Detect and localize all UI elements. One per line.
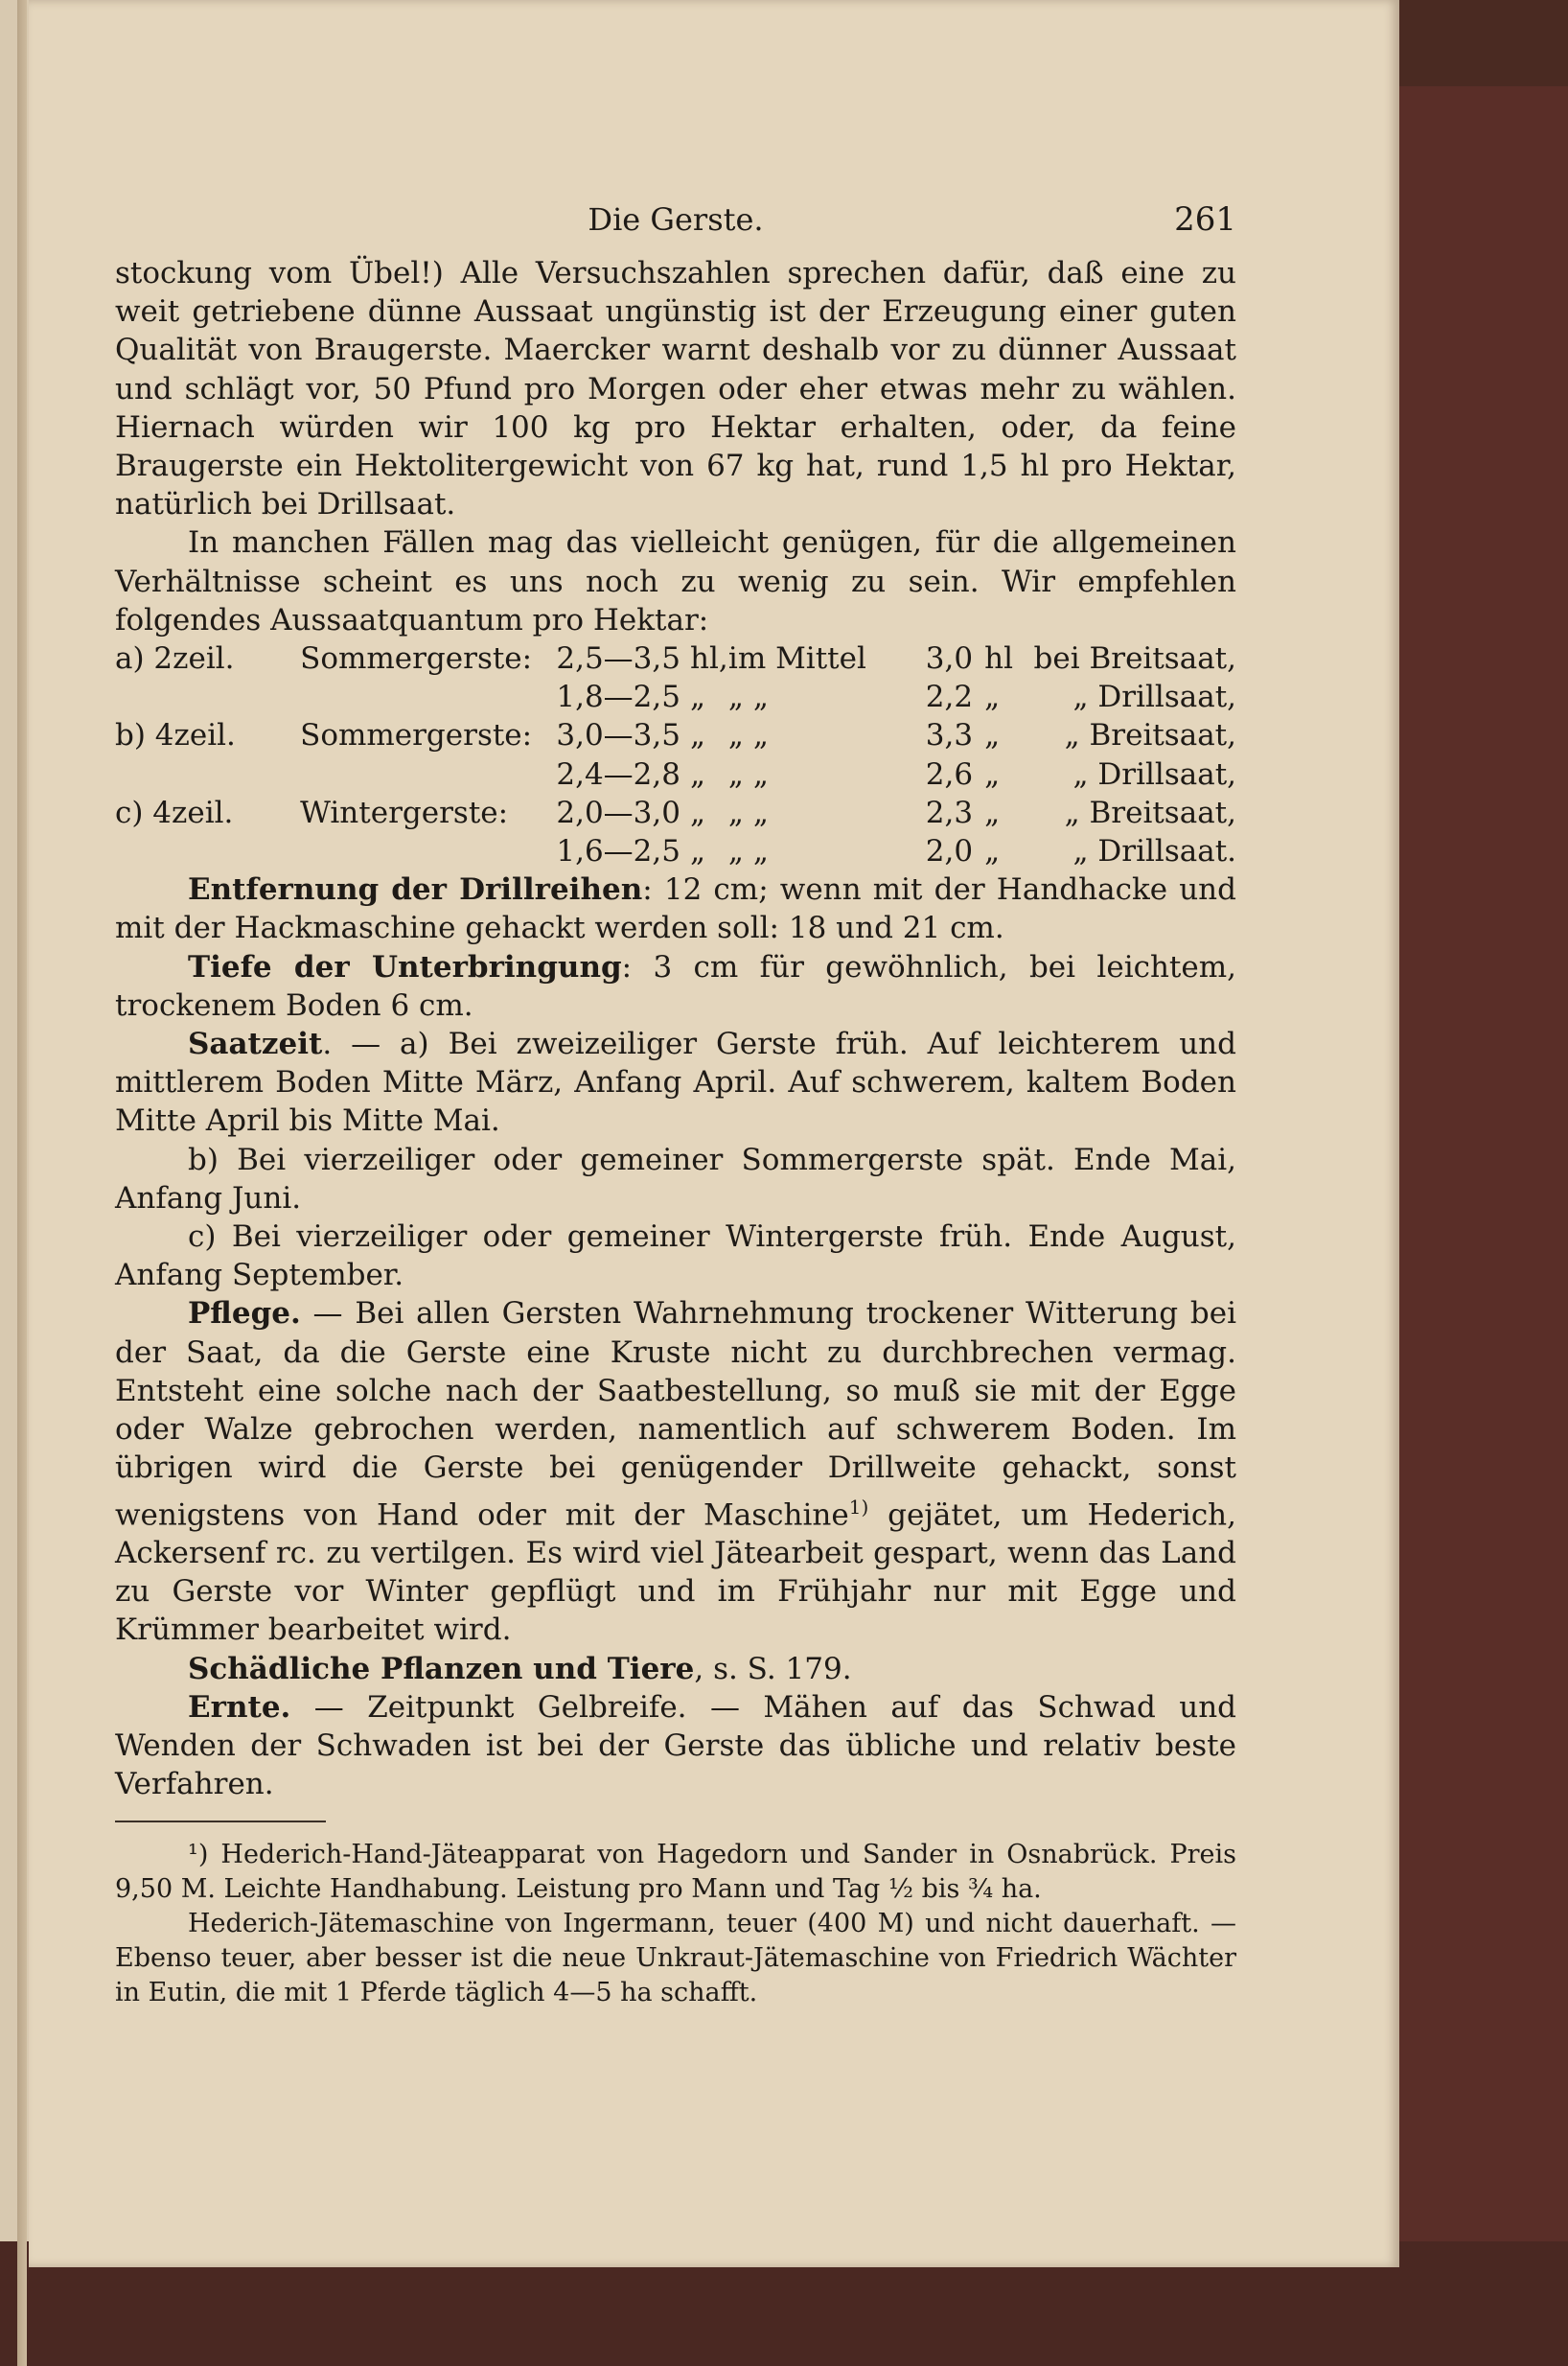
seed-cell-value: 2,2 [925, 680, 974, 715]
seed-cell-kind: „ Drillsaat, [1072, 680, 1236, 715]
seed-quantity-table [115, 639, 1236, 870]
footnote-2: Hederich-Jätemaschine von Ingermann, teuer (400 M) und nicht dauerhaft. — Ebenso teuer, aber besser ist die neue Unkraut-Jätemaschine von Friedrich Wächter in Eutin, die mit 1 Pferde täglich 4—5 ha schafft. [115, 1909, 1236, 2008]
seed-cell-range: 2,0—3,0 [556, 795, 680, 830]
seed-cell-crop [300, 832, 532, 870]
seed-cell-kind: „ Breitsaat, [1064, 795, 1236, 830]
harvest-text: — Zeitpunkt Gelbreife. — Mähen auf das Schwad und Wenden der Schwaden ist bei der Gerste das übliche und relativ beste Verfahren. [115, 1689, 1236, 1802]
seed-cell-unit2: hl [984, 641, 1013, 677]
seed-cell-range: 3,0—3,5 [556, 718, 680, 754]
running-title: Die Gerste. [588, 201, 764, 238]
seed-cell-label: a) 2zeil. [115, 641, 235, 677]
seed-cell-value: 3,3 [925, 718, 974, 754]
seed-cell-unit: „ [689, 795, 706, 830]
book-cover-edge [1380, 86, 1568, 2267]
seed-cell-crop: Sommergerste: [300, 718, 533, 754]
seed-cell-label: b) 4zeil. [115, 718, 236, 754]
drill-text: : 12 cm; wenn mit der Handhacke und mit der Hackmaschine gehackt werden soll: 18 und 21 cm. [115, 872, 1236, 946]
care-heading: Pflege. [188, 1296, 301, 1332]
sowing-heading: Saatzeit [188, 1027, 323, 1062]
seed-cell-kind: „ Drillsaat, [1072, 756, 1236, 792]
depth-text: : 3 cm für gewöhnlich, bei leichtem, trockenem Boden 6 cm. [115, 949, 1236, 1023]
seed-cell-value: 2,3 [925, 795, 974, 830]
seed-table-row [115, 716, 1236, 754]
seed-cell-unit2: „ [984, 680, 1001, 715]
seed-cell-mid: „ „ [727, 718, 769, 754]
care-text-2: gejätet, um Hederich, Ackersenf rc. zu vertilgen. Es wird viel Jätearbeit gespart, wenn das Land zu Gerste vor Winter gepflügt und im Frühjahr nur mit Egge und Krümmer bearbeitet wird. [115, 1496, 1236, 1648]
seed-cell-mid: „ „ [727, 680, 769, 715]
seed-table-row [115, 794, 1236, 832]
page-number: 261 [1174, 200, 1236, 239]
seed-cell-unit: „ [689, 756, 706, 792]
seed-cell-unit2: „ [984, 718, 1001, 754]
seed-cell-unit: hl, [689, 641, 728, 677]
seed-cell-crop: Wintergerste: [300, 795, 509, 830]
seed-cell-kind: „ Drillsaat. [1072, 834, 1236, 870]
seed-cell-mid: „ „ [727, 834, 769, 870]
paragraph-pests [115, 1650, 1236, 1688]
book-spine [17, 0, 27, 2366]
paragraph-sowing-time-b: b) Bei vierzeiliger oder gemeiner Sommergerste spät. Ende Mai, Anfang Juni. [115, 1142, 1236, 1216]
paragraph-seeding-density: stockung vom Übel!) Alle Versuchszahlen sprechen dafür, daß eine zu weit getriebene dünne Aussaat ungünstig ist der Erzeugung einer guten Qualität von Braugerste. Maercker warnt deshalb vor zu dünner Aussaat und schlägt vor, 50 Pfund pro Morgen oder eher etwas mehr zu wählen. Hiernach würden wir 100 kg pro Hektar erhalten, oder, da feine Braugerste ein Hektolitergewicht von 67 kg hat, rund 1,5 hl pro Hektar, natürlich bei Drillsaat. [115, 256, 1236, 522]
seed-cell-label [115, 832, 300, 870]
seed-table-row [115, 832, 1236, 870]
seed-cell-unit2: „ [984, 795, 1001, 830]
seed-cell-crop: Sommergerste: [300, 641, 533, 677]
seed-cell-range: 2,5—3,5 [556, 641, 680, 677]
page-content [115, 197, 1236, 2010]
seed-cell-crop [300, 755, 532, 794]
seed-cell-mid: „ „ [727, 795, 769, 830]
pests-text: , s. S. 179. [694, 1651, 852, 1686]
seed-cell-value: 2,6 [925, 756, 974, 792]
seed-cell-kind: bei Breitsaat, [1033, 641, 1236, 677]
seed-cell-value: 3,0 [925, 641, 974, 677]
depth-heading: Tiefe der Unterbringung [188, 949, 622, 985]
drill-heading: Entfernung der Drillreihen [188, 872, 643, 908]
seed-cell-unit: „ [689, 718, 706, 754]
seed-cell-range: 2,4—2,8 [556, 756, 680, 792]
paragraph-care [115, 1294, 1236, 1649]
seed-cell-unit: „ [689, 834, 706, 870]
seed-cell-crop [300, 678, 532, 716]
seed-cell-label [115, 755, 300, 794]
seed-cell-unit: „ [689, 680, 706, 715]
paragraph-sowing-depth [115, 948, 1236, 1025]
paragraph-sowing-time-c: c) Bei vierzeiliger oder gemeiner Wintergerste früh. Ende August, Anfang September. [115, 1219, 1236, 1293]
seed-cell-unit2: „ [984, 756, 1001, 792]
footnote-reference: 1) [848, 1495, 869, 1519]
paragraph-drill-distance [115, 870, 1236, 947]
seed-cell-label [115, 678, 300, 716]
sowing-a-text: . — a) Bei zweizeiliger Gerste früh. Auf leichterem und mittlerem Boden Mitte März, Anfang April. Auf schwerem, kaltem Boden Mitte April bis Mitte Mai. [115, 1027, 1236, 1139]
seed-cell-range: 1,8—2,5 [556, 680, 680, 715]
seed-cell-range: 1,6—2,5 [556, 834, 680, 870]
seed-table-row [115, 678, 1236, 716]
seed-cell-unit2: „ [984, 834, 1001, 870]
seed-cell-mid: „ „ [727, 756, 769, 792]
seed-table-row [115, 639, 1236, 678]
care-text-1: — Bei allen Gersten Wahrnehmung trockener Witterung bei der Saat, da die Gerste eine Kruste nicht zu durchbrechen vermag. Entsteht eine solche nach der Saatbestellung, so muß sie mit der Egge oder Walze gebrochen werden, namentlich auf schwerem Boden. Im übrigen wird die Gerste bei genügender Drillweite gehackt, sonst wenigstens von Hand oder mit der Maschine [115, 1296, 1236, 1532]
footnote-1: ¹) Hederich-Hand-Jäteapparat von Hagedorn und Sander in Osnabrück. Preis 9,50 M. Leichte Handhabung. Leistung pro Mann und Tag ½ bis ¾ ha. [115, 1840, 1236, 1905]
running-header [115, 197, 1236, 254]
paragraph-harvest [115, 1688, 1236, 1804]
harvest-heading: Ernte. [188, 1689, 291, 1725]
seed-table-row [115, 755, 1236, 794]
paragraph-recommendation: In manchen Fällen mag das vielleicht genügen, für die allgemeinen Verhältnisse scheint es uns noch zu wenig zu sein. Wir empfehlen folgendes Aussaatquantum pro Hektar: [115, 525, 1236, 638]
footnotes [115, 1838, 1236, 2010]
paragraph-sowing-time-a [115, 1025, 1236, 1141]
footnote-divider [115, 1821, 326, 1822]
pests-heading: Schädliche Pflanzen und Tiere [188, 1651, 695, 1686]
seed-cell-value: 2,0 [925, 834, 974, 870]
seed-cell-label: c) 4zeil. [115, 795, 234, 830]
seed-cell-mid: im Mittel [727, 641, 866, 677]
seed-cell-kind: „ Breitsaat, [1064, 718, 1236, 754]
